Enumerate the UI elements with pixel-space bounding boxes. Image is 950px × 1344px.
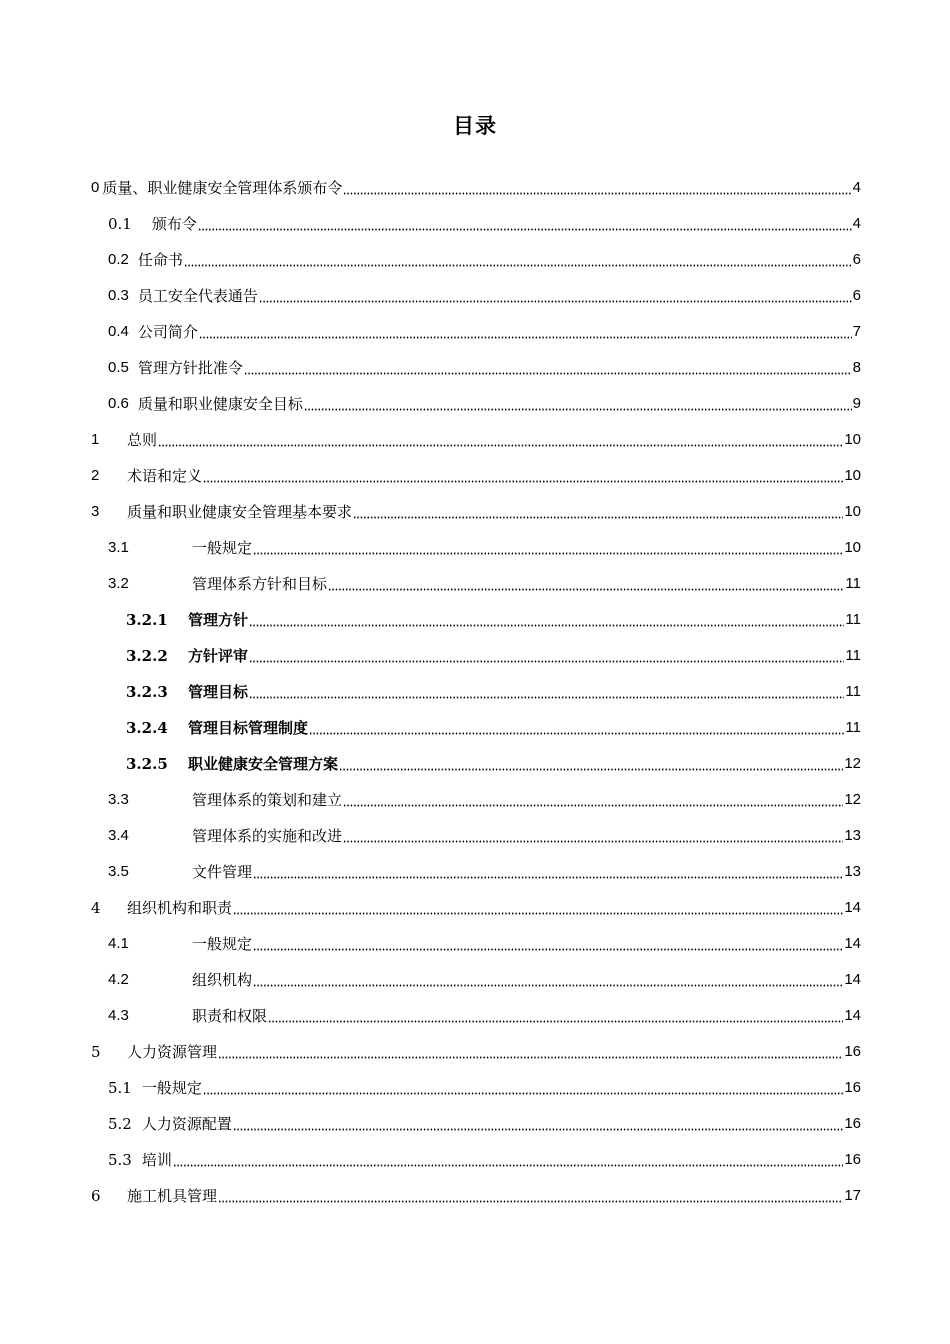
toc-entry-page: 14 [844,1007,861,1024]
toc-dot-leader [309,721,844,735]
toc-entry[interactable] [126,638,861,674]
toc-entry-number: 3.5 [108,863,129,880]
toc-entry-number: 0.6 [108,395,129,412]
toc-dot-leader [268,1009,843,1023]
toc-entry-page: 11 [845,575,861,592]
toc-entry-title: 员工安全代表通告 [137,287,258,305]
toc-dot-leader [233,1117,843,1131]
toc-entry-page: 11 [845,719,861,736]
toc-entry-title: 质量和职业健康安全目标 [137,395,303,413]
toc-entry[interactable] [91,458,861,494]
toc-dot-leader [203,1081,843,1095]
toc-entry-number: 4.1 [108,935,129,952]
toc-entry-number: 1 [91,431,100,448]
toc-entry-page: 14 [844,935,861,952]
toc-entry-page: 8 [852,359,861,376]
toc-entry-title: 质量、职业健康安全管理体系颁布令 [102,179,343,197]
toc-dot-leader [328,577,844,591]
toc-entry-title: 文件管理 [192,863,253,881]
toc-entry[interactable] [91,422,861,458]
toc-entry-title: 管理体系方针和目标 [192,575,328,593]
toc-entry-page: 14 [844,971,861,988]
toc-entry-page: 6 [852,251,861,268]
toc-entry-title: 管理方针 [188,611,249,629]
toc-entry-number: 3.3 [108,791,129,808]
toc-entry-page: 12 [844,755,861,772]
toc-entry[interactable] [108,962,861,998]
toc-entry[interactable] [108,314,861,350]
toc-entry[interactable] [91,494,861,530]
toc-entry[interactable] [108,782,861,818]
toc-entry-page: 10 [844,431,861,448]
toc-entry-number: 0.5 [108,359,129,376]
toc-entry-number: 5 [91,1043,101,1061]
toc-entry[interactable] [108,278,861,314]
toc-dot-leader [339,757,843,771]
toc-entry[interactable] [108,350,861,386]
toc-dot-leader [218,1189,843,1203]
toc-entry-title: 人力资源配置 [141,1115,232,1133]
toc-entry-title: 术语和定义 [127,467,203,485]
toc-entry-title: 职业健康安全管理方案 [188,755,339,773]
toc-entry[interactable] [108,1106,861,1142]
toc-dot-leader [253,865,843,879]
toc-entry[interactable] [108,530,861,566]
toc-entry-page: 16 [844,1043,861,1060]
toc-entry-page: 10 [844,467,861,484]
toc-entry-title: 颁布令 [151,215,197,233]
toc-entry-title: 一般规定 [192,935,253,953]
toc-entry-page: 17 [844,1187,861,1204]
toc-dot-leader [244,361,852,375]
toc-dot-leader [158,433,843,447]
toc-entry-title: 一般规定 [141,1079,202,1097]
toc-entry-title: 一般规定 [192,539,253,557]
toc-entry-title: 公司简介 [137,323,198,341]
toc-entry-page: 14 [844,899,861,916]
toc-entry[interactable] [126,746,861,782]
toc-entry-number: 3.1 [108,539,129,556]
toc-entry-page: 6 [852,287,861,304]
toc-entry[interactable] [108,566,861,602]
toc-entry[interactable] [108,1070,861,1106]
toc-dot-leader [184,253,852,267]
toc-entry-title: 方针评审 [188,647,249,665]
toc-entry-number: 3.2 [108,575,129,592]
toc-entry-number: 3.4 [108,827,129,844]
toc-entry-title: 管理目标管理制度 [188,719,309,737]
toc-entry-title: 总则 [127,431,158,449]
toc-entry-number: 0.1 [108,215,132,233]
toc-entry[interactable] [126,710,861,746]
toc-dot-leader [249,685,844,699]
toc-entry-number: 5.2 [108,1115,132,1133]
toc-entry-page: 10 [844,539,861,556]
toc-title: 目录 [453,114,497,138]
toc-entry[interactable] [108,926,861,962]
toc-dot-leader [253,937,843,951]
toc-entry-page: 9 [852,395,861,412]
toc-entry[interactable] [91,1178,861,1214]
toc-entry-title: 质量和职业健康安全管理基本要求 [127,503,353,521]
toc-entry-title: 管理体系的实施和改进 [192,827,343,845]
toc-entry-number: 3.2.5 [126,755,168,773]
toc-entry-title: 管理体系的策划和建立 [192,791,343,809]
toc-dot-leader [304,397,852,411]
toc-entry-page: 11 [845,611,861,628]
toc-dot-leader [253,541,843,555]
toc-entry[interactable] [108,818,861,854]
toc-entry-title: 任命书 [137,251,183,269]
toc-entry-page: 16 [844,1115,861,1132]
toc-entry-title: 管理方针批准令 [137,359,243,377]
toc-entry-page: 13 [844,827,861,844]
toc-entry-page: 16 [844,1079,861,1096]
toc-entry[interactable] [91,170,861,206]
toc-entry-number: 4.3 [108,1007,129,1024]
toc-dot-leader [203,469,843,483]
toc-entry[interactable] [126,602,861,638]
toc-dot-leader [249,613,844,627]
toc-entry-page: 4 [852,215,861,232]
toc-dot-leader [253,973,843,987]
toc-entry[interactable] [108,998,861,1034]
toc-entry-page: 11 [845,647,861,664]
toc-dot-leader [343,181,851,195]
toc-entry[interactable] [91,890,861,926]
toc-entry-number: 5.1 [108,1079,132,1097]
toc-entry-number: 6 [91,1187,101,1205]
toc-entry-page: 11 [845,683,861,700]
toc-entry-number: 2 [91,467,100,484]
toc-entry[interactable] [108,854,861,890]
toc-entry-number: 5.3 [108,1151,132,1169]
toc-entry-title: 管理目标 [188,683,249,701]
toc-entry-title: 职责和权限 [192,1007,268,1025]
toc-dot-leader [259,289,852,303]
toc-entry-title: 组织机构和职责 [127,899,233,917]
toc-entry-number: 4.2 [108,971,129,988]
toc-entry-title: 培训 [141,1151,172,1169]
toc-dot-leader [198,217,852,231]
toc-entry-title: 组织机构 [192,971,253,989]
toc-dot-leader [249,649,844,663]
toc-entry-page: 12 [844,791,861,808]
toc-entry-page: 16 [844,1151,861,1168]
toc-entry-number: 0.4 [108,323,129,340]
toc-entry-title: 人力资源管理 [127,1043,218,1061]
toc-entry-number: 3.2.2 [126,647,168,665]
toc-dot-leader [343,829,843,843]
toc-entry[interactable] [126,674,861,710]
toc-entry-page: 10 [844,503,861,520]
toc-entry[interactable] [108,386,861,422]
toc-dot-leader [173,1153,843,1167]
toc-dot-leader [218,1045,843,1059]
toc-entry-number: 0 [91,179,100,196]
toc-entry-number: 4 [91,899,101,917]
toc-entry-number: 0.2 [108,251,129,268]
toc-entry-page: 7 [852,323,861,340]
toc-entry-number: 3.2.1 [126,611,168,629]
toc-entry-number: 3 [91,503,100,520]
toc-entry[interactable] [108,206,861,242]
toc-entry[interactable] [108,1142,861,1178]
toc-entry[interactable] [108,242,861,278]
toc-entry-title: 施工机具管理 [127,1187,218,1205]
toc-entry[interactable] [91,1034,861,1070]
toc-entry-page: 4 [852,179,861,196]
toc-dot-leader [233,901,843,915]
toc-dot-leader [199,325,852,339]
toc-dot-leader [353,505,843,519]
toc-entry-number: 0.3 [108,287,129,304]
toc-dot-leader [343,793,843,807]
toc-entry-number: 3.2.4 [126,719,168,737]
toc-entry-page: 13 [844,863,861,880]
toc-entry-number: 3.2.3 [126,683,168,701]
